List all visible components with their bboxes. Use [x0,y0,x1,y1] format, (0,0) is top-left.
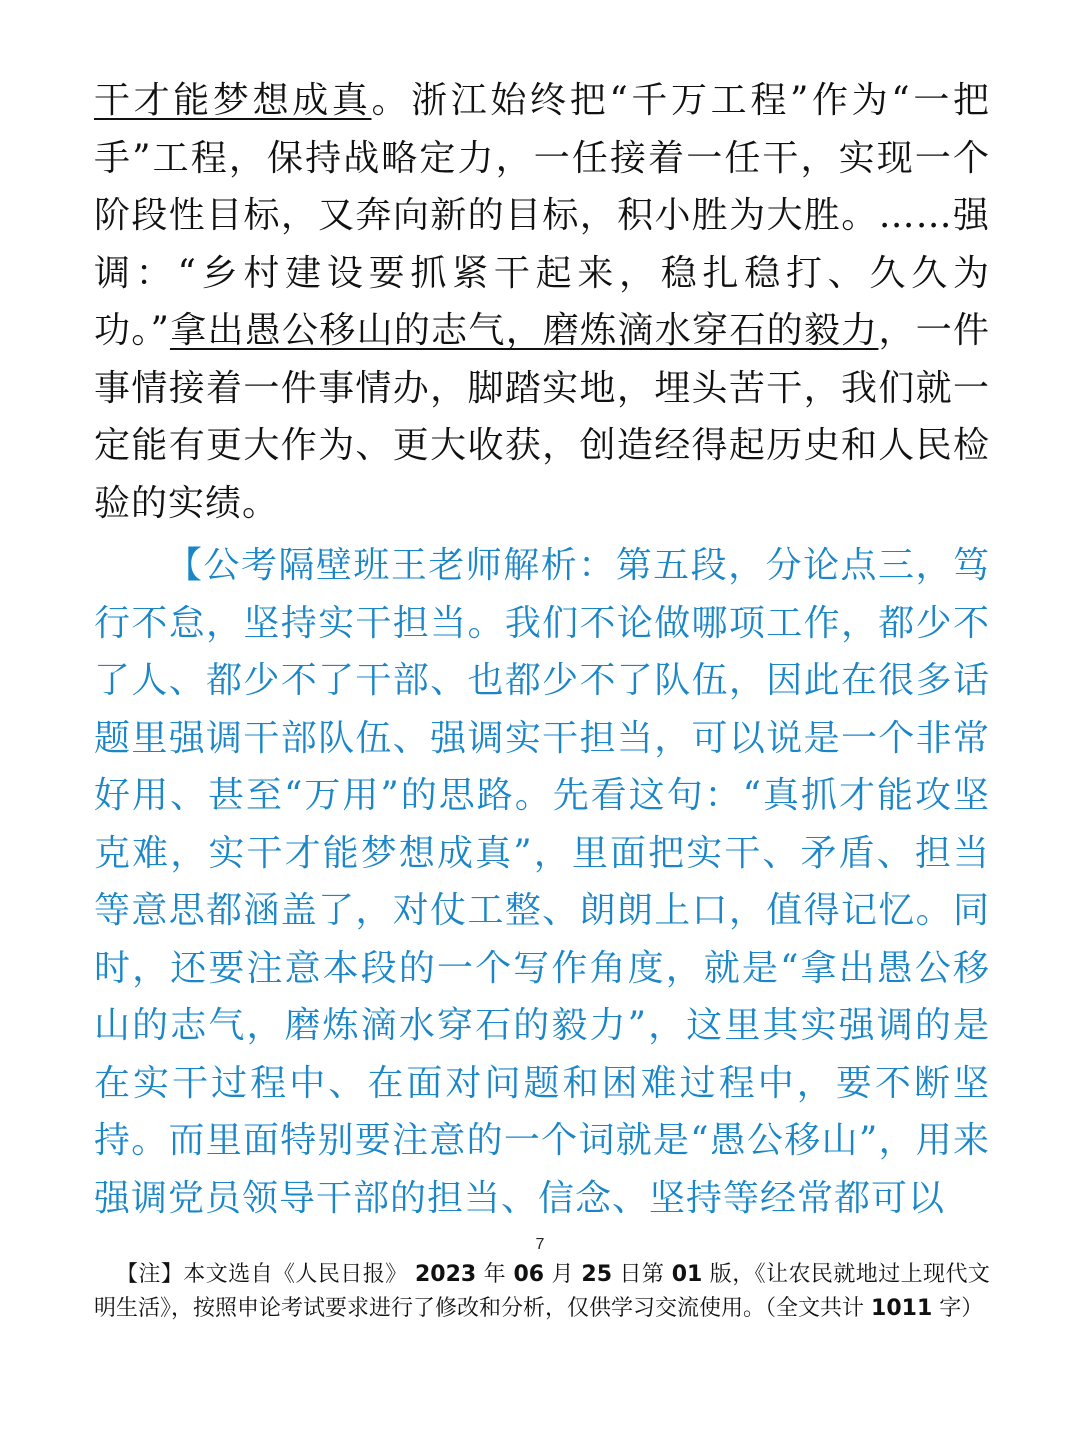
article-paragraph [94,72,990,532]
note-suffix: 字） [939,1296,984,1321]
note-month: 06 [513,1262,545,1287]
paragraph-five-end [94,72,990,532]
underlined-phrase-dream: 干才能梦想成真 [94,80,372,121]
note-count: 1011 [871,1296,933,1321]
note-year-unit: 年 [483,1262,507,1287]
note-prefix: 【注】本文选自《人民日报》 [116,1262,408,1287]
analysis-text: 【公考隔壁班王老师解析：第五段，分论点三，笃行不怠，坚持实干担当。我们不论做哪项工作，都少不了人、都少不了干部、也都少不了队伍，因此在很多话题里强调干部队伍、强调实干担当，可以说是一个非常好用、甚至“万用”的思路。先看这句：“真抓才能攻坚克难，实干才能梦想成真”，里面把实干、矛盾、担当等意思都涵盖了，对仗工整、朗朗上口，值得记忆。同时，还要注意本段的一个写作角度，就是“拿出愚公移山的志气，磨炼滴水穿石的毅力”，这里其实强调的是在实干过程中、在面对问题和困难过程中，要不断坚持。而里面特别要注意的一个词就是“愚公移山”，用来强调党员领导干部的担当、信念、坚持等经常都可以 [94,545,990,1219]
note-day: 25 [581,1262,613,1287]
analysis-section [94,537,990,1227]
footnote [94,1258,990,1326]
note-edition: 01 [671,1262,703,1287]
paragraph-text: 。浙江始终把“千万工程”作为“一把手”工程，保持战略定力，一任接着一任干，实现一个阶段性目标，又奔向新的目标，积小胜为大胜。……强调：“乡村建设要抓紧干起来，稳扎稳打、久久为功。” [94,80,990,351]
paragraph-text-end: ，一件事情接着一件事情办，脚踏实地，埋头苦干，我们就一定能有更大作为、更大收获，创造经得起历史和人民检验的实绩。 [94,310,990,524]
note-year: 2023 [414,1262,477,1287]
underlined-phrase-yugong: 拿出愚公移山的志气，磨炼滴水穿石的毅力 [169,310,879,351]
note-month-unit: 月 [551,1262,574,1287]
page-number: 7 [535,1236,545,1253]
note-day-unit: 日第 [619,1262,665,1287]
note-rest: 版，《让农民就地过上现代文明生活》，按照申论考试要求进行了修改和分析，仅供学习交流使用。（全文共计 [94,1262,990,1321]
